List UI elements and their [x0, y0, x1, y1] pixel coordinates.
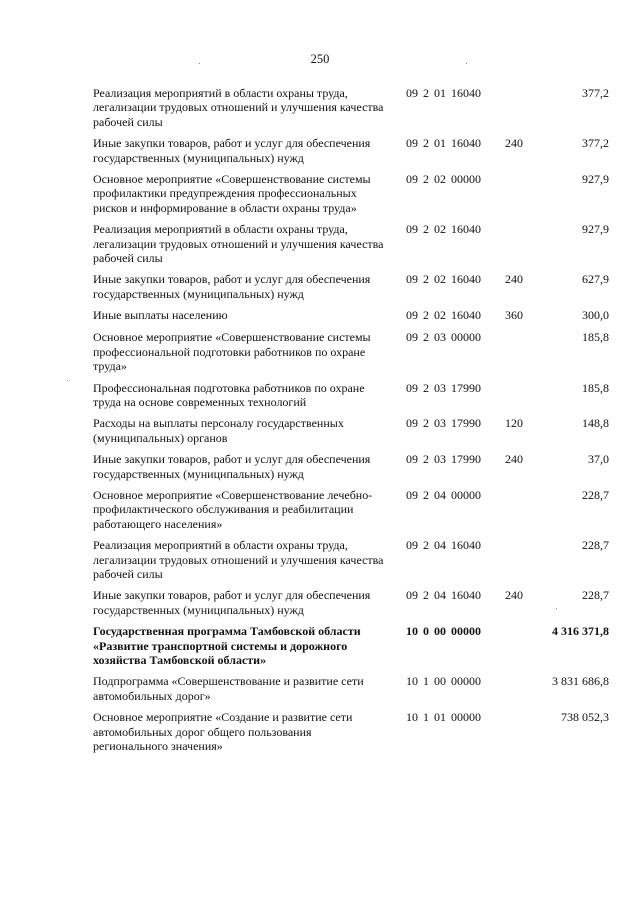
- row-amount: 927,9: [582, 222, 609, 237]
- row-amount: 927,9: [582, 172, 609, 187]
- row-code: 10 1 00 00000: [406, 674, 481, 689]
- row-name: Иные закупки товаров, работ и услуг для обеспечения государственных (муниципальных) нужд: [93, 452, 371, 481]
- table-row: [0, 538, 640, 581]
- table-row-program: [0, 624, 640, 667]
- table-row: [0, 136, 640, 165]
- row-code: 09 2 02 16040: [406, 222, 481, 237]
- row-amount: 185,8: [582, 330, 609, 345]
- row-amount: 627,9: [582, 272, 609, 287]
- row-code: 09 2 01 16040: [406, 136, 481, 151]
- row-vr: 240: [505, 272, 523, 287]
- row-name: Основное мероприятие «Совершенствование системы профилактики предупреждения профессиональных рисков и информирование в области охраны труда»: [93, 172, 371, 215]
- row-name: Иные закупки товаров, работ и услуг для обеспечения государственных (муниципальных) нужд: [93, 136, 371, 165]
- table-row: [0, 272, 640, 301]
- row-amount: 377,2: [582, 86, 609, 100]
- row-vr: 240: [505, 136, 523, 151]
- row-name: Основное мероприятие «Создание и развитие сети автомобильных дорог общего пользования регионального значения»: [93, 710, 353, 754]
- table-row: [0, 588, 640, 617]
- scan-speck: [199, 63, 200, 64]
- scan-speck: [466, 63, 467, 64]
- row-name: Государственная программа Тамбовской области «Развитие транспортной системы и дорожного хозяйства Тамбовской области»: [93, 624, 361, 667]
- row-name: Основное мероприятие «Совершенствование системы профессиональной подготовки работников по охране труда»: [93, 330, 371, 374]
- row-amount: 228,7: [582, 538, 609, 553]
- row-code: 09 2 02 00000: [406, 172, 481, 187]
- row-amount: 37,0: [588, 452, 609, 467]
- row-code: 09 2 04 16040: [406, 538, 481, 553]
- table-row: [0, 710, 640, 753]
- table-row: [0, 172, 640, 215]
- row-code: 10 1 01 00000: [406, 710, 481, 725]
- table-row: [0, 674, 640, 703]
- row-code: 09 2 04 00000: [406, 487, 481, 502]
- row-amount: 377,2: [582, 136, 609, 151]
- row-code: 10 0 00 00000: [406, 624, 481, 639]
- table-row: [0, 416, 640, 445]
- row-vr: 240: [505, 452, 523, 467]
- row-code: 09 2 02 16040: [406, 308, 481, 323]
- row-vr: 240: [505, 588, 523, 603]
- row-name: Подпрограмма «Совершенствование и развитие сети автомобильных дорог»: [93, 674, 364, 703]
- table-row: [0, 222, 640, 265]
- row-name: Профессиональная подготовка работников по охране труда на основе современных технологий: [93, 380, 365, 409]
- table-row: [0, 488, 640, 531]
- row-code: 09 2 03 00000: [406, 330, 481, 345]
- budget-table: [0, 86, 640, 760]
- row-name: Реализация мероприятий в области охраны труда, легализации трудовых отношений и улучшения качества рабочей силы: [93, 222, 384, 266]
- row-amount: 4 316 371,8: [552, 624, 609, 639]
- row-code: 09 2 01 16040: [406, 86, 481, 100]
- row-code: 09 2 02 16040: [406, 272, 481, 287]
- table-row: [0, 452, 640, 481]
- row-amount: 738 052,3: [561, 710, 609, 725]
- row-name: Расходы на выплаты персоналу государственных (муниципальных) органов: [93, 416, 344, 445]
- row-name: Иные закупки товаров, работ и услуг для обеспечения государственных (муниципальных) нужд: [93, 272, 371, 301]
- table-row: [0, 330, 640, 373]
- row-name: Иные выплаты населению: [93, 308, 228, 323]
- row-amount: 300,0: [582, 308, 609, 323]
- row-amount: 148,8: [582, 416, 609, 431]
- row-vr: 120: [505, 416, 523, 431]
- page-number: 250: [310, 52, 330, 66]
- row-name: Реализация мероприятий в области охраны труда, легализации трудовых отношений и улучшения качества рабочей силы: [93, 538, 384, 581]
- row-code: 09 2 03 17990: [406, 380, 481, 395]
- row-vr: 360: [505, 308, 523, 323]
- row-amount: 228,7: [582, 588, 609, 603]
- row-amount: 185,8: [582, 380, 609, 395]
- row-name: Основное мероприятие «Совершенствование лечебно-профилактического обслуживания и реабилитации работающего населения»: [93, 487, 373, 531]
- table-row: [0, 308, 640, 323]
- scan-speck: [556, 608, 557, 609]
- row-code: 09 2 04 16040: [406, 588, 481, 603]
- table-row: [0, 86, 640, 129]
- scan-speck: [67, 380, 68, 381]
- row-code: 09 2 03 17990: [406, 416, 481, 431]
- row-code: 09 2 03 17990: [406, 452, 481, 467]
- row-name: Реализация мероприятий в области охраны труда, легализации трудовых отношений и улучшения качества рабочей силы: [93, 86, 384, 129]
- table-row: [0, 381, 640, 410]
- row-name: Иные закупки товаров, работ и услуг для обеспечения государственных (муниципальных) нужд: [93, 588, 371, 617]
- row-amount: 3 831 686,8: [552, 674, 609, 689]
- row-amount: 228,7: [582, 487, 609, 502]
